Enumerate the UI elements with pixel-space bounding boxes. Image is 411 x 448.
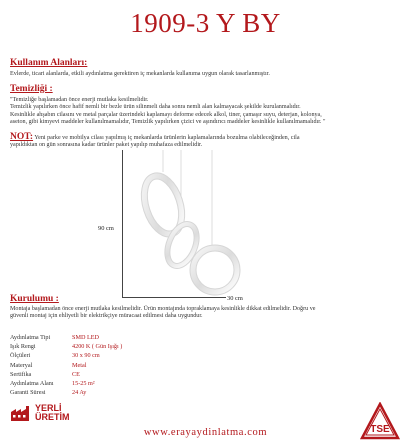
- cleaning-line: aseton, gibi kimyevi maddeler kullanılmamalıdır, Temizlik yapılırken çizici ve aşındırıcı maddeler kesinlikle kullanılmamalıdır. ": [10, 118, 326, 125]
- cleaning-line: "Temizliğe başlamadan önce enerji mutlaka kesilmelidir.: [10, 97, 149, 103]
- spec-value: 15-25 m²: [72, 380, 95, 388]
- cleaning-heading: Temizliği :: [10, 84, 53, 94]
- spec-value: 30 x 90 cm: [72, 352, 100, 360]
- note-block: [10, 134, 405, 150]
- spec-row: [10, 351, 122, 360]
- badge-line2: ÜRETİM: [35, 412, 70, 422]
- usage-text: Evlerde, ticari alanlarda, etkili aydınlatma gerektiren iç mekanlarda kullanıma uygun olarak tasarlanmıştır.: [10, 71, 270, 77]
- ring-lamp: [193, 248, 237, 292]
- spec-row: [10, 370, 122, 379]
- spec-row: [10, 379, 122, 388]
- spec-row: [10, 342, 122, 351]
- note-label: NOT:: [10, 132, 34, 142]
- product-title: 1909-3 Y BY: [130, 8, 281, 38]
- spec-value: SMD LED: [72, 334, 99, 341]
- badge-text: [35, 404, 70, 422]
- note-line1: Yeni parke ve mobilya cilası yapılmış iç mekanlarda ürünlerin kaplamalarında bozulma olabileceğinden, cila: [34, 135, 300, 141]
- spec-key: Işık Rengi: [10, 343, 36, 351]
- spec-key: Materyal: [10, 361, 33, 369]
- installation-text: [10, 306, 405, 321]
- product-illustration: [120, 150, 250, 300]
- spec-key: Ölçüleri: [10, 352, 31, 360]
- width-label: 30 cm: [227, 295, 243, 302]
- height-label: 90 cm: [98, 225, 114, 232]
- tse-certification-logo: [360, 402, 400, 442]
- spec-row: [10, 361, 122, 370]
- spec-value: 4200 K ( Gün Işığı ): [72, 343, 123, 351]
- website-url[interactable]: www.erayaydinlatma.com: [143, 427, 268, 438]
- spec-value: CE: [72, 370, 80, 378]
- factory-icon: [10, 404, 32, 422]
- note-line2: yapıldıktan on gün sonrasına kadar ürünler paket yapılıp muhafaza edilmelidir.: [10, 142, 203, 149]
- spec-key: Aydınlatma Alanı: [10, 380, 54, 388]
- badge-line1: YERLİ: [35, 403, 62, 413]
- local-production-badge: [10, 404, 70, 422]
- cleaning-text: [10, 97, 410, 126]
- spec-key: Sertifika: [10, 370, 32, 378]
- spec-value: 24 Ay: [72, 389, 87, 397]
- installation-line: Montaja başlamadan önce enerji mutlaka kesilmelidir. Ürün montajında topraklamaya kesinlikle dikkat edilmelidir. Doğru ve: [10, 306, 316, 312]
- spec-row: [10, 388, 122, 397]
- cleaning-line: Kesinlikle ahşabın cilasını ve metal parçalar üzerindeki kaplamayı deforme edecek alkol, tiner, çamaşır suyu, deterjan, kolonya,: [10, 111, 322, 118]
- spec-key: Aydınlatma Tipi: [10, 334, 51, 341]
- spec-row: [10, 333, 122, 342]
- specs-table: [10, 333, 122, 397]
- spec-value: Metal: [72, 361, 87, 369]
- installation-line: güvenli montaj için ehliyetli bir elektrikçiye müracaat edilmesi daha uygundur.: [10, 313, 203, 320]
- usage-heading: Kullanım Alanları:: [10, 58, 88, 68]
- cleaning-line: Temizlik yapılırken önce hafif nemli bir bezle ürün silinmeli daha sonra nemli alan kalmayacak şekilde kurulanmalıdır.: [10, 104, 301, 111]
- svg-text:TSE: TSE: [370, 424, 390, 435]
- installation-heading: Kurulumu :: [10, 294, 59, 304]
- spec-key: Garanti Süresi: [10, 389, 46, 397]
